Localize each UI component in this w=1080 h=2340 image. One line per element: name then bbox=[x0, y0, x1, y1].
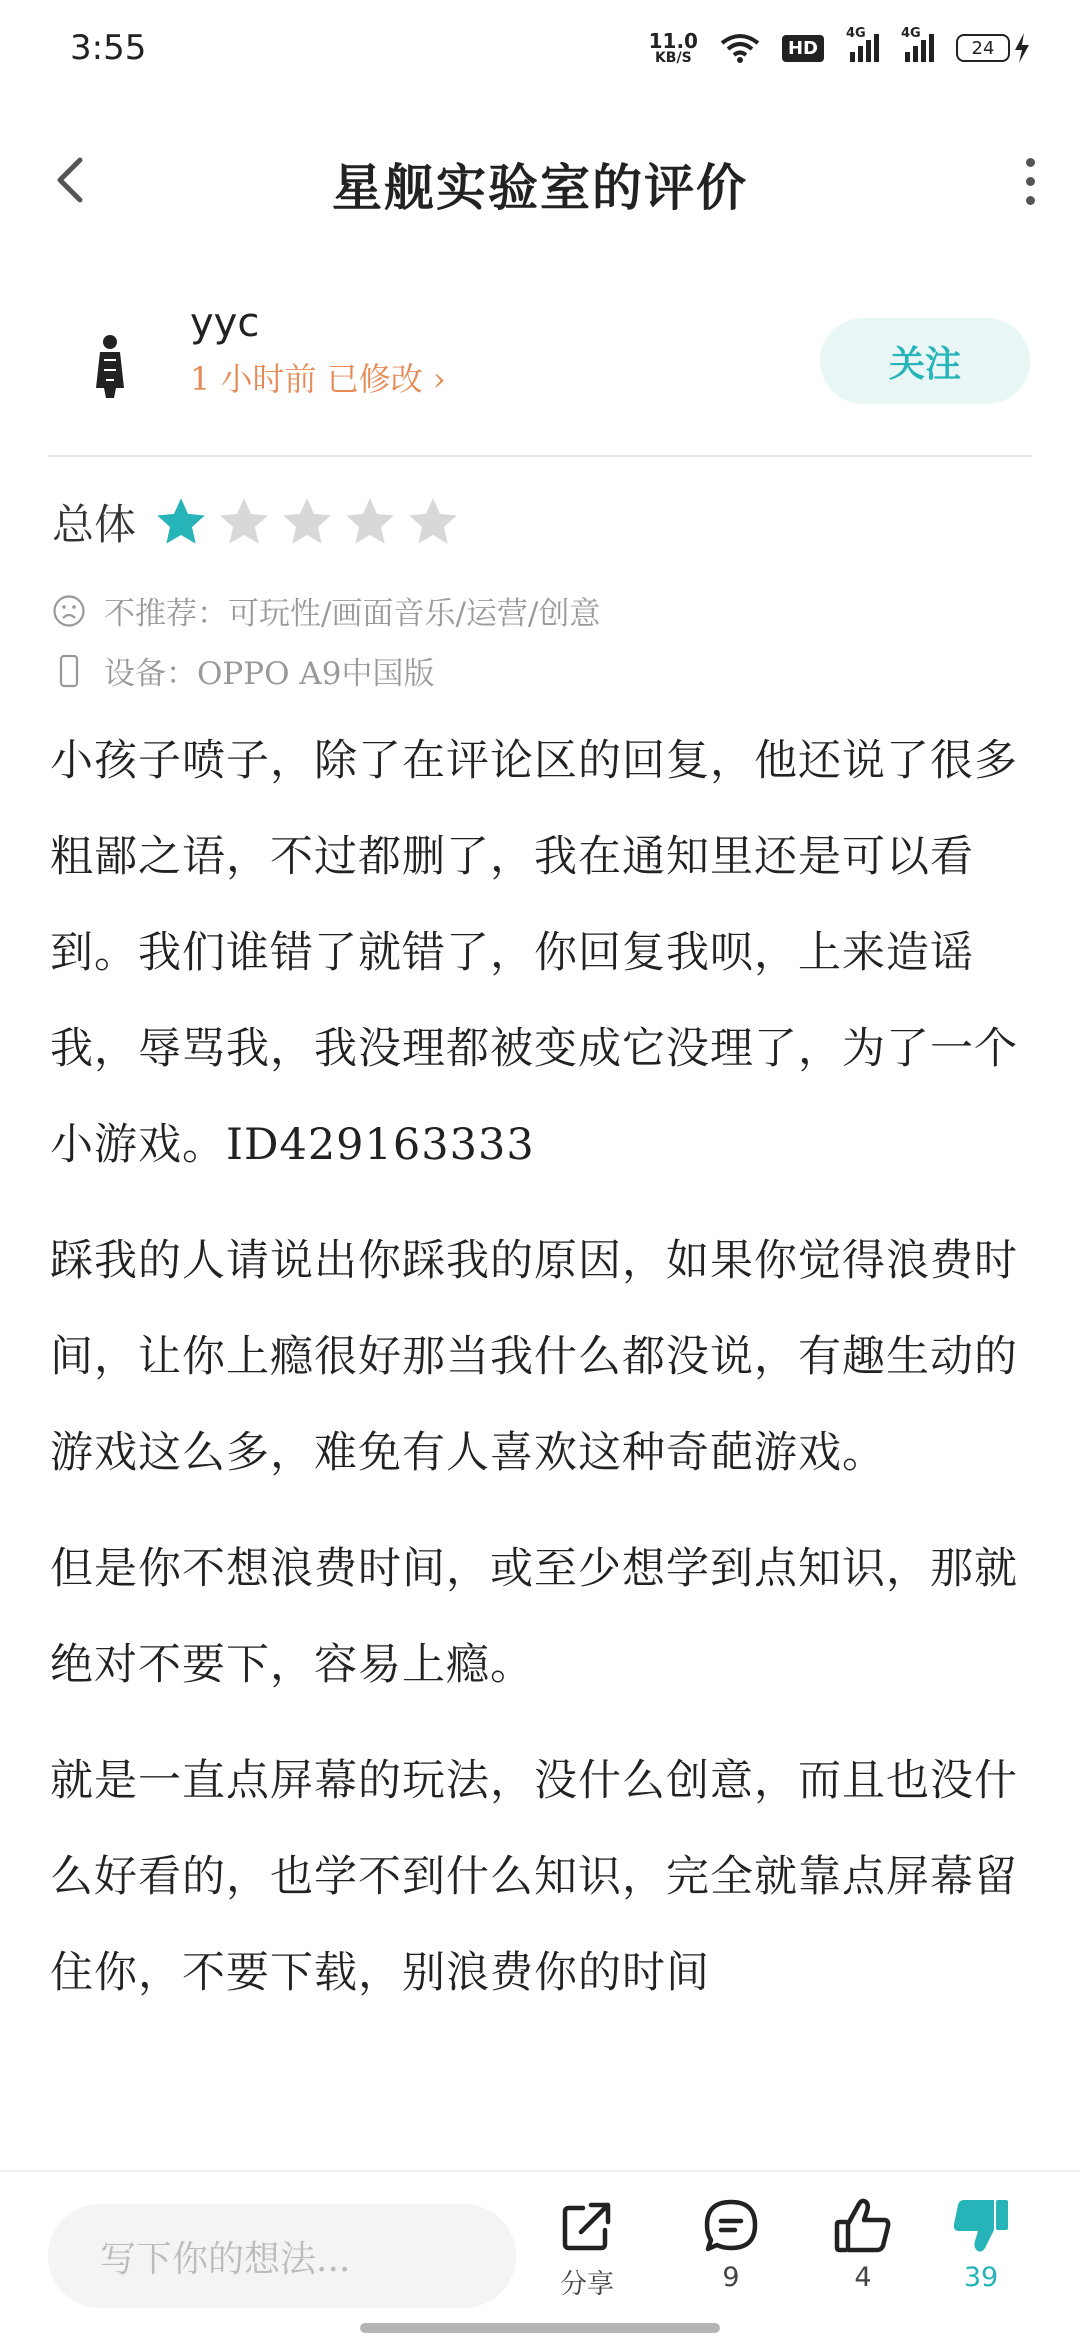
follow-button[interactable]: 关注 bbox=[820, 318, 1030, 404]
divider bbox=[48, 455, 1032, 457]
review-paragraph: 但是你不想浪费时间，或至少想学到点知识，那就绝对不要下，容易上瘾。 bbox=[50, 1544, 1018, 1690]
comment-input[interactable]: 写下你的想法... bbox=[48, 2204, 516, 2308]
page-header bbox=[0, 130, 1080, 230]
network-speed-value: 11.0 bbox=[648, 29, 698, 53]
review-paragraph: 小孩子喷子，除了在评论区的回复，他还说了很多粗鄙之语，不过都删了，我在通知里还是可以看到。我们谁错了就错了，你回复我呗，上来造谣我，辱骂我，我没理都被变成它没理了，为了一个小游戏。ID429163333 bbox=[50, 736, 1018, 1170]
dislike-count: 39 bbox=[963, 2262, 999, 2293]
wifi-icon bbox=[720, 33, 760, 63]
star-empty-icon bbox=[343, 495, 397, 549]
signal-icon bbox=[846, 26, 879, 62]
comment-button[interactable] bbox=[676, 2196, 786, 2293]
edit-time-link[interactable]: 1 小时前 已修改 › bbox=[190, 360, 446, 398]
not-recommend-text: 不推荐：可玩性/画面音乐/运营/创意 bbox=[104, 596, 601, 632]
charging-icon bbox=[1014, 33, 1030, 63]
star-empty-icon bbox=[217, 495, 271, 549]
dislike-button[interactable] bbox=[926, 2196, 1036, 2293]
device-line bbox=[52, 648, 435, 693]
status-bar bbox=[0, 0, 1080, 96]
thumbs-up-icon bbox=[832, 2196, 894, 2256]
star-rating bbox=[154, 495, 469, 549]
status-icons bbox=[648, 26, 1030, 66]
sad-face-icon bbox=[52, 594, 86, 628]
not-recommend-line bbox=[52, 588, 600, 633]
comment-count: 9 bbox=[722, 2262, 740, 2293]
home-indicator[interactable] bbox=[360, 2323, 720, 2333]
star-empty-icon bbox=[406, 495, 460, 549]
like-count: 4 bbox=[854, 2262, 872, 2293]
review-paragraph: 就是一直点屏幕的玩法，没什么创意，而且也没什么好看的，也学不到什么知识，完全就靠点屏幕留住你，不要下载，别浪费你的时间 bbox=[50, 1756, 1018, 1998]
share-label: 分享 bbox=[560, 2269, 614, 2300]
comment-icon bbox=[701, 2196, 761, 2256]
share-button[interactable] bbox=[532, 2196, 642, 2301]
share-icon bbox=[557, 2196, 617, 2256]
battery-icon bbox=[956, 33, 1030, 63]
phone-icon bbox=[52, 654, 86, 688]
review-paragraph: 踩我的人请说出你踩我的原因，如果你觉得浪费时间，让你上瘾很好那当我什么都没说，有趣生动的游戏这么多，难免有人喜欢这种奇葩游戏。 bbox=[50, 1236, 1018, 1478]
review-body bbox=[50, 713, 1030, 2041]
star-filled-icon bbox=[154, 495, 208, 549]
network-speed-unit: KB/S bbox=[654, 50, 692, 66]
status-time: 3:55 bbox=[70, 28, 147, 68]
avatar[interactable] bbox=[80, 330, 140, 400]
overall-rating bbox=[52, 492, 469, 552]
page-title: 星舰实验室的评价 bbox=[332, 158, 748, 217]
more-vertical-icon[interactable] bbox=[1020, 158, 1040, 206]
signal-icon bbox=[901, 26, 934, 62]
battery-level: 24 bbox=[956, 34, 1010, 62]
device-text: 设备：OPPO A9中国版 bbox=[104, 656, 435, 692]
rating-label: 总体 bbox=[52, 500, 137, 549]
hd-badge: HD bbox=[782, 35, 824, 62]
like-button[interactable] bbox=[808, 2196, 918, 2293]
bottom-divider bbox=[0, 2170, 1080, 2172]
signal-label: 4G bbox=[901, 26, 921, 41]
signal-label: 4G bbox=[846, 26, 866, 41]
network-speed bbox=[649, 31, 698, 65]
star-empty-icon bbox=[280, 495, 334, 549]
thumbs-down-icon bbox=[950, 2196, 1012, 2256]
author-row bbox=[0, 290, 1080, 430]
author-name[interactable]: yyc bbox=[190, 300, 260, 346]
